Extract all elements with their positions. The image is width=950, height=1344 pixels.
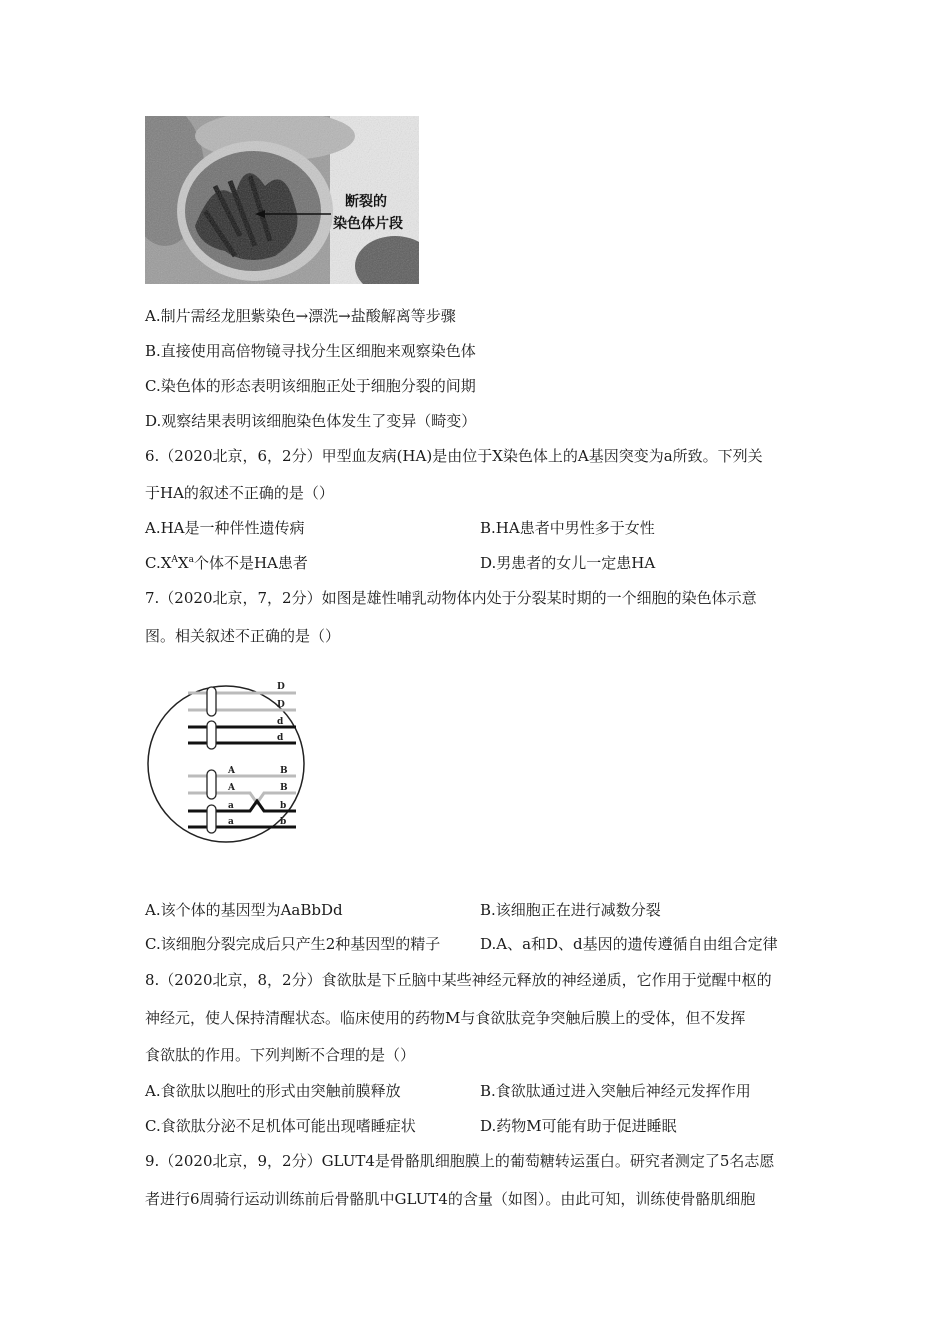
q5-option-b: B.直接使用高倍物镜寻找分生区细胞来观察染色体 (145, 342, 476, 360)
gene-label-D1: D (277, 682, 285, 692)
q6-option-c: $C.X^AX^a$个体不是HA患者 (145, 554, 308, 572)
gene-label-b3: b (280, 801, 287, 811)
q7-stem-line2: 图。相关叙述不正确的是（） (145, 627, 341, 645)
gene-label-d4: d (277, 733, 284, 743)
q9-stem-line2: 者进行6周骑行运动训练前后骨骼肌中GLUT4的含量（如图）。由此可知，训练使骨骼肌细胞 (145, 1190, 756, 1208)
q7-option-b: B.该细胞正在进行减数分裂 (480, 901, 661, 919)
q8-option-d: D.药物M可能有助于促进睡眠 (480, 1117, 677, 1135)
q8-option-b: B.食欲肽通过进入突触后神经元发挥作用 (480, 1082, 751, 1100)
chromosome-micrograph (145, 116, 419, 284)
figure-label-line1: 断裂的 (345, 194, 387, 210)
gene-label-A1: A (228, 766, 235, 776)
q9-stem-line1: 9.（2020北京，9，2分）GLUT4是骨骼肌细胞膜上的葡萄糖转运蛋白。研究者测定了5名志愿 (145, 1152, 775, 1170)
q7-option-a: A.该个体的基因型为AaBbDd (145, 901, 343, 919)
q8-stem-line1: 8.（2020北京，8，2分）食欲肽是下丘脑中某些神经元释放的神经递质，它作用于觉醒中枢的 (145, 971, 772, 989)
q6-stem-line1: 6.（2020北京，6，2分）甲型血友病(HA)是由位于X染色体上的A基因突变为a所致。下列关 (145, 447, 763, 465)
gene-label-a3: a (228, 801, 234, 811)
q8-stem-line2: 神经元，使人保持清醒状态。临床使用的药物M与食欲肽竞争突触后膜上的受体，但不发挥 (145, 1009, 746, 1027)
q6-stem-line2: 于HA的叙述不正确的是（） (145, 484, 334, 502)
q8-option-a: A.食欲肽以胞吐的形式由突触前膜释放 (145, 1082, 401, 1100)
gene-label-A2: A (228, 783, 235, 793)
q5-option-c: C.染色体的形态表明该细胞正处于细胞分裂的间期 (145, 377, 476, 395)
gene-label-B1: B (280, 766, 288, 776)
q6-option-a: A.HA是一种伴性遗传病 (145, 519, 305, 537)
gene-label-b4: b (280, 817, 287, 827)
q7-stem-line1: 7.（2020北京，7，2分）如图是雄性哺乳动物体内处于分裂某时期的一个细胞的染色体示意 (145, 589, 757, 607)
q6-option-d: D.男患者的女儿一定患HA (480, 554, 656, 572)
q5-option-d: D.观察结果表明该细胞染色体发生了变异（畸变） (145, 412, 477, 430)
q5-option-a: A.制片需经龙胆紫染色→漂洗→盐酸解离等步骤 (145, 307, 456, 325)
gene-label-B2: B (280, 783, 288, 793)
q7-option-d: D.A、a和D、d基因的遗传遵循自由组合定律 (480, 935, 778, 953)
figure-label-line2: 染色体片段 (333, 216, 403, 232)
q8-stem-line3: 食欲肽的作用。下列判断不合理的是（） (145, 1046, 416, 1064)
gene-label-a4: a (228, 817, 234, 827)
gene-label-D2: D (277, 700, 285, 710)
chromosome-diagram (146, 663, 306, 865)
q8-option-c: C.食欲肽分泌不足机体可能出现嗜睡症状 (145, 1117, 416, 1135)
gene-label-d3: d (277, 717, 284, 727)
q7-option-c: C.该细胞分裂完成后只产生2种基因型的精子 (145, 935, 441, 953)
q6-option-b: B.HA患者中男性多于女性 (480, 519, 655, 537)
